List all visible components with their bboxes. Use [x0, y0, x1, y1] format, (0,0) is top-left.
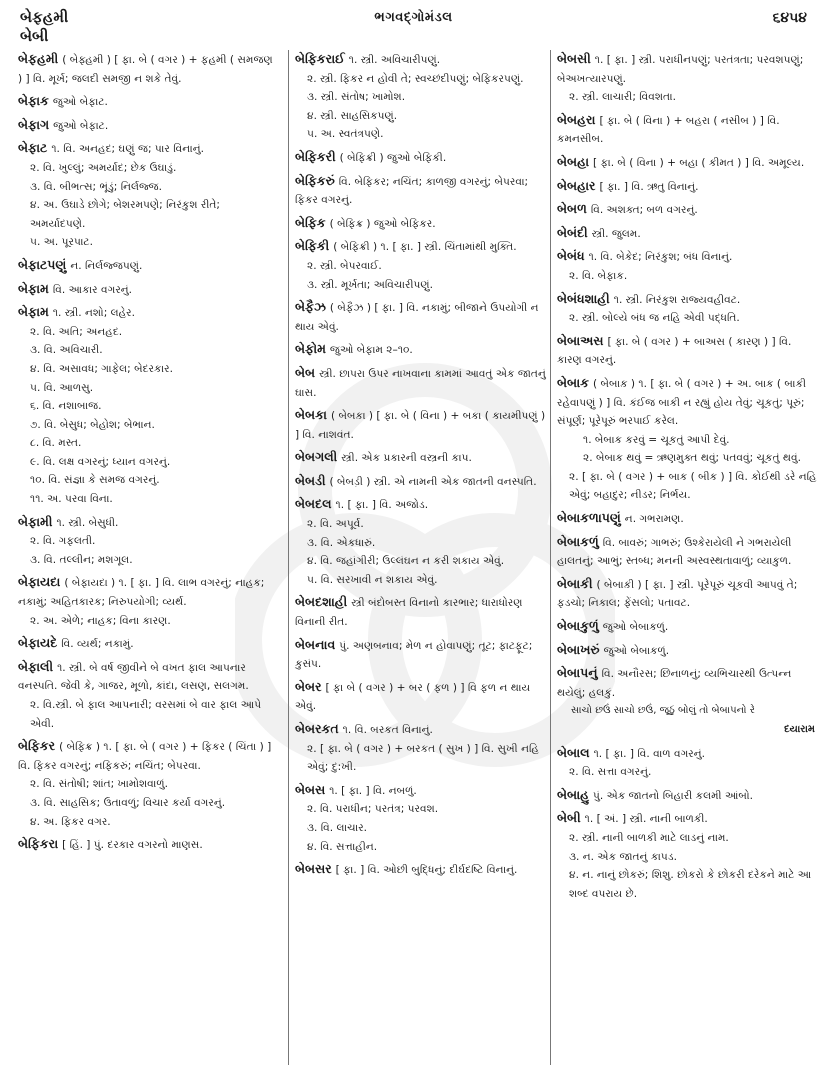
sub-sense: ૭. વિ. બેસુધ; બેહોશ; બેભાન. — [30, 418, 155, 431]
entry-main-line — [18, 116, 276, 136]
definition: પું. એક જાતનો બિહારી કલમી આંબો. — [593, 789, 753, 802]
definition: પું. અણબનાવ; મેળ ન હોવાપણું; તૂટ; ફાટફૂટ; કુસંપ. — [295, 639, 533, 671]
definition: ( બેબાક઼ ) ૧. [ ફા. બે ( વગર ) + અ. બાક ( બાકી રહેવાપણું ) ] વિ. કંઈજ બાકી ન રહ્યું હોય તેવું; ચૂકતું; પૂરું; સંપૂર્ણ; પૂરેપૂરું ભરપાઈ કરેલ. — [557, 377, 807, 428]
definition: ( બેફિક્રી ) ૧. [ ફા. ] સ્ત્રી. ચિંતામાંથી મુક્તિ. — [333, 241, 517, 254]
sub-sense: ૪. સ્ત્રી. સાહસિકપણું. — [307, 109, 398, 122]
entry-main-line — [557, 177, 819, 197]
definition: ૧. સ્ત્રી. અવિચારીપણું. — [348, 54, 441, 66]
sub-sense: ૩. વિ. બીભત્સ; ભૂંડું; નિર્લજ્જ. — [30, 180, 162, 193]
dictionary-entry — [557, 177, 819, 197]
definition: સ્ત્રી. છાપરા ઉપર નાખવાના કામમાં આવતું એક જાતનું ઘાસ. — [295, 367, 546, 399]
definition: ૧. [ ફા. ] સ્ત્રી. પરાધીનપણું; પરતંત્રતા; પરવશપણું; બેઅખત્યારપણું. — [557, 54, 804, 85]
headword: બેફાગ — [18, 116, 50, 132]
dictionary-entry — [557, 641, 819, 661]
idiom-phrase: ૧. બેબાક કરવું = ચૂકતું આપી દેવું. — [583, 433, 730, 446]
entry-main-line — [557, 290, 819, 310]
entry-main-line — [557, 533, 819, 571]
definition: ન. ગભરામણ. — [624, 513, 684, 526]
dictionary-entry — [18, 658, 276, 733]
headword: બેફિકી — [295, 238, 330, 254]
entry-main-line — [295, 636, 550, 674]
headword: બેબદશાહી — [295, 594, 348, 610]
dictionary-entry — [557, 664, 819, 739]
sub-sense: ૬. વિ. નશાબાજ. — [30, 400, 102, 413]
definition: જુઓ બેફાટ. — [52, 96, 108, 109]
entry-main-line — [295, 472, 550, 492]
dictionary-entry — [557, 575, 819, 613]
sub-sense: ૩. ન. એક જાતનું કાપડ. — [569, 850, 677, 863]
definition: ૧. સ્ત્રી. નિરંકુશ રાજ્યવહીવટ. — [613, 293, 741, 306]
definition: જુઓ બેબાકળું. — [602, 621, 669, 634]
dictionary-entry — [18, 92, 276, 112]
idiom-phrase: ૨. બેબાક થવું = ઋણમુક્ત થવું; પતવવું; ચૂકતું થવું. — [583, 452, 801, 465]
dictionary-entry — [18, 513, 276, 570]
entry-main-line — [557, 641, 819, 661]
headword: બેફૈઝ — [295, 299, 326, 315]
dictionary-entry — [557, 617, 819, 637]
dictionary-entry — [557, 224, 819, 244]
definition: ( બેફિક્ર ) ૧. [ ફા. બે ( વગર ) + ફિકર ( ચિંતા ) ] વિ. ફિકર વગરનું; નફિકરું; નચિંત; બેપરવા. — [18, 741, 272, 772]
entry-main-line — [18, 513, 276, 533]
entry-main-line — [557, 744, 819, 764]
sub-sense: ૨. સ્ત્રી. લાચારી; વિવશતા. — [569, 91, 677, 104]
sub-sense: ૪. અ. ઉઘાડે છોગે; બેશરમપણે; નિરંકુશ રીતે; અમર્યાદપણે. — [30, 199, 220, 230]
entry-main-line — [557, 247, 819, 267]
entry-main-line — [295, 148, 550, 168]
definition: ૧. [ ફા. ] વિ. અજોડ. — [335, 499, 429, 512]
dictionary-entry — [18, 634, 276, 654]
headword: બેબસી — [557, 51, 591, 66]
headword: બેબાખરું — [557, 641, 600, 657]
entry-main-line — [18, 50, 276, 88]
entry-main-line — [557, 575, 819, 613]
headword: બેબડી — [295, 472, 326, 488]
definition: વિ. બાવરું; ગાભરું; ઉશ્કેરાયેલી ને ગભરાયેલી હાલતનું; આભું; સ્તબ્ધ; મનની અસ્વસ્થતાવાળું; વ્યાકુળ. — [557, 536, 792, 568]
dictionary-entry — [557, 744, 819, 782]
headword: બેફિકરા — [18, 836, 59, 852]
sub-sense: ૨. સ્ત્રી. નાની બાળકી માટે લાડનું નામ. — [569, 831, 729, 844]
dictionary-entry — [295, 237, 550, 294]
sub-sense: ૨. વિ. સંતોષી; શાંત; ખામોશવાળું. — [30, 778, 168, 791]
dictionary-entry — [295, 214, 550, 234]
headword: બેબર — [295, 678, 322, 694]
entry-main-line — [295, 214, 550, 234]
headword: બેબ — [295, 364, 316, 380]
dictionary-entry — [295, 593, 550, 631]
headword: બેબહરા — [557, 111, 596, 127]
entry-main-line — [18, 139, 276, 159]
headword: બેફામી — [18, 513, 53, 529]
dictionary-entry — [295, 50, 550, 144]
sub-sense: ૨. વિ. અપૂર્વ. — [307, 518, 364, 531]
sub-sense: ૪. વિ. સત્તાહીન. — [307, 840, 378, 853]
dictionary-entry — [557, 153, 819, 173]
entry-main-line — [557, 374, 819, 431]
sub-sense: ૨. વિ. ગફલતી. — [30, 535, 96, 548]
dictionary-entry — [557, 509, 819, 529]
entry-main-line — [295, 860, 550, 880]
definition: ( બેબડ઼ી ) સ્ત્રી. એ નામની એક જાતની વનસ્પતિ. — [329, 475, 537, 488]
dictionary-entry — [295, 678, 550, 716]
headword: બેફામ — [18, 280, 49, 296]
headword: બેફહમી — [18, 51, 59, 66]
entry-main-line — [18, 573, 276, 611]
definition: [ ફા. ] વિ. ઋતુ વિનાનું. — [599, 180, 699, 193]
page-header — [20, 8, 807, 50]
headword: બેબાકળાપણું — [557, 510, 621, 526]
definition: [ ફા બે ( વગર ) + બર ( ફળ ) ] વિ ફળ ન થાય એવું. — [295, 681, 531, 713]
entry-main-line — [295, 495, 550, 515]
headword: બેફાટપણું — [18, 256, 67, 272]
quotation: સાચો છઉં સાચો છઉં, જૂઠું બોલું તો બેબાપનો રે — [571, 705, 755, 717]
definition: ૧. [ અં. ] સ્ત્રી. નાની બાળકી. — [584, 813, 708, 826]
sub-sense: ૨. સ્ત્રી. બોલ્યે બંધ જ નહિ એવી પદ્ધતિ. — [569, 312, 740, 325]
definition: ૧. વિ. બરકત વિનાનું. — [342, 724, 433, 736]
headword: બેફાયદા — [18, 574, 61, 590]
definition: વિ. અશક્ત; બળ વગરનું. — [590, 204, 698, 217]
dictionary-columns — [18, 50, 815, 1065]
headword: બેબાકળું — [557, 533, 599, 549]
headword: બેબંધશાહી — [557, 290, 610, 306]
dictionary-entry — [557, 374, 819, 505]
entry-main-line — [557, 111, 819, 149]
definition: [ ફા. બે ( વગર ) + બાઅસ ( કારણ ) ] વિ. કારણ વગરનું. — [557, 335, 792, 367]
headword: બેફોમ — [295, 341, 326, 357]
headword: બેબસર — [295, 861, 332, 877]
headword: બેબંદી — [557, 224, 588, 240]
dictionary-entry — [295, 340, 550, 360]
sub-sense: ૧૧. અ. પરવા વિના. — [30, 493, 113, 506]
headword: બેબળ — [557, 201, 587, 217]
column-1 — [18, 50, 276, 1065]
headword: બેબગલી — [295, 449, 338, 465]
definition: ન. નિર્લજ્જપણું. — [70, 259, 143, 272]
entry-main-line — [557, 153, 819, 173]
page-title: ભગવદ્ગોમંડલ — [374, 10, 453, 25]
headword: બેફામ — [18, 304, 49, 320]
dictionary-entry — [557, 111, 819, 149]
headword: બેબનાવ — [295, 636, 336, 652]
sub-sense: ૨. વિ.સ્ત્રી. બે ફાલ આપનારી; વરસમાં બે વાર ફાલ આપે એવી. — [30, 699, 262, 730]
dictionary-entry — [295, 148, 550, 168]
definition: ૧. સ્ત્રી. બે વર્ષ જીવીને બે વખત ફાલ આપનાર વનસ્પતિ. જેવી કે, ગાજર, મૂળો, કાંદા, લસણ, સલગમ. — [18, 661, 249, 693]
definition: ( બેફ્હમી ) [ ફા. બે ( વગર ) + ફહમી ( સમજણ ) ] વિ. મૂર્ખ; જલદી સમજી ન શકે તેવું. — [18, 54, 273, 85]
sub-sense: ૨. [ ફા. બે ( વગર ) + બાક ( બીક ) ] વિ. કોઈથી ડરે નહિ એવું; બહાદુર; નીડર; નિર્ભય. — [569, 470, 817, 502]
entry-main-line — [295, 340, 550, 360]
sub-sense: ૫. વિ. આળસુ. — [30, 381, 94, 394]
headword: બેબરકત — [295, 721, 339, 736]
sub-sense: ૨. સ્ત્રી. બેપરવાઈ. — [307, 259, 382, 272]
dictionary-entry — [18, 280, 276, 300]
dictionary-entry — [295, 781, 550, 856]
dictionary-entry — [295, 495, 550, 589]
sub-sense: ૧૦. વિ. સંજ્ઞા કે સમજ વગરનું. — [30, 474, 160, 487]
entry-main-line — [295, 50, 550, 70]
sub-sense: ૨. વિ. સત્તા વગરનું. — [569, 766, 652, 779]
entry-main-line — [295, 720, 550, 740]
dictionary-entry — [295, 406, 550, 444]
definition: ૧. [ ફા. ] વિ. વાળ વગરનું. — [593, 747, 706, 760]
column-2 — [288, 50, 550, 1065]
definition: ( બેફૈઝ ) [ ફા. ] વિ. નકામું; બીજાને ઉપયોગી ન થાય એવું. — [295, 302, 539, 333]
headword: બેબાલ — [557, 744, 590, 760]
entry-main-line — [557, 617, 819, 637]
headword: બેફિકર — [18, 738, 56, 754]
entry-main-line — [18, 634, 276, 654]
definition: ૧. વિ. અનહદ; ઘણું જ; પાર વિનાનું. — [51, 143, 204, 156]
definition: વિ. વ્યર્થ; નકામું. — [61, 638, 134, 651]
dictionary-entry — [18, 835, 276, 855]
dictionary-entry — [557, 290, 819, 328]
dictionary-entry — [557, 50, 819, 107]
sub-sense: ૨. વિ. ખુલ્લું; અમર્યાદ; છેક ઉઘાડું. — [30, 161, 177, 174]
headword: બેફિક — [295, 214, 326, 230]
entry-main-line — [557, 664, 819, 702]
definition: ( બેફિક્ર ) જુઓ બેફિકર. — [329, 217, 436, 230]
dictionary-entry — [295, 172, 550, 210]
definition: [ હિં. ] પું. દરકાર વગરનો માણસ. — [62, 839, 203, 852]
dictionary-entry — [557, 332, 819, 370]
sub-sense: ૨. વિ. અતિ; અનહદ. — [30, 325, 123, 338]
headword: બેબકા — [295, 407, 327, 423]
sub-sense: ૩. સ્ત્રી. સંતોષ; ખામોશ. — [307, 91, 406, 104]
dictionary-entry — [295, 860, 550, 880]
definition: વિ. બેફિકર; નચિંત; કાળજી વગરનું; બેપરવા; ફિકર વગરનું. — [295, 175, 529, 207]
dictionary-entry — [557, 809, 819, 903]
entry-main-line — [18, 280, 276, 300]
headword: બેબાકી — [557, 575, 593, 591]
dictionary-entry — [18, 50, 276, 88]
definition: સ્ત્રી બંદોબસ્ત વિનાનો કારભાર; ધારાધોરણ વિનાની રીત. — [295, 597, 523, 629]
sub-sense: ૪. વિ. જહાંગીરી; ઉલ્લંઘન ન કરી શકાય એવું. — [307, 555, 505, 568]
definition: જુઓ બેબાકળું. — [603, 644, 670, 657]
sub-sense: ૯. વિ. લક્ષ વગરનું; ધ્યાન વગરનું. — [30, 455, 171, 468]
quotation-attribution: દયારામ — [784, 724, 815, 735]
headword: બેફિકરાઈ — [295, 51, 345, 66]
column-3 — [550, 50, 819, 1065]
entry-main-line — [557, 50, 819, 88]
dictionary-entry — [295, 448, 550, 468]
headword: બેફાટ — [18, 140, 48, 156]
dictionary-entry — [557, 200, 819, 220]
entry-main-line — [295, 781, 550, 801]
headword: બેફાયદે — [18, 635, 58, 651]
sub-sense: ૨. [ ફા. બે ( વગર ) + બરકત ( સુખ ) ] વિ. સુખી નહિ એવું; દુ:ખી. — [307, 742, 539, 774]
entry-main-line — [18, 737, 276, 775]
headword: બેબાહુ — [557, 786, 590, 802]
headword: બેફાક — [18, 93, 49, 109]
definition: ૧. [ ફા. ] વિ. નબળું. — [329, 784, 417, 797]
sub-sense: ૨. વિ. પરાધીન; પરતંત્ર; પરવશ. — [307, 803, 439, 816]
sub-sense: ૩. વિ. એકધારું. — [307, 536, 376, 549]
sub-sense: ૪. અ. ફિકર વગર. — [30, 815, 111, 828]
dictionary-entry — [18, 303, 276, 509]
headword: બેબંધ — [557, 248, 585, 264]
sub-sense: ૫. વિ. સરખાવી ન શકાય એવું. — [307, 573, 438, 586]
entry-main-line — [295, 448, 550, 468]
definition: જુઓ બેફાટ. — [53, 119, 109, 132]
entry-main-line — [295, 237, 550, 257]
dictionary-entry — [557, 247, 819, 285]
definition: વિ. આકાર વગરનું. — [52, 283, 133, 296]
sub-sense: ૩. વિ. લાચાર. — [307, 821, 368, 834]
dictionary-entry — [18, 116, 276, 136]
sub-sense: ૨. વિ. બેફાક. — [569, 269, 628, 282]
headword: બેબહા — [557, 153, 590, 169]
entry-main-line — [557, 809, 819, 829]
definition: ( બેબક઼ા ) [ ફા. બે ( વિના ) + બકા ( કાયમીપણું ) ] વિ. નાશવંત. — [295, 410, 546, 441]
definition: ( બેફાયદા ) ૧. [ ફા. ] વિ. લાભ વગરનું; નાહક; નકામું; અહિતકારક; નિરુપયોગી; વ્યર્થ. — [18, 577, 265, 609]
sub-sense: ૩. વિ. અવિચારી. — [30, 344, 103, 357]
dictionary-entry — [18, 573, 276, 630]
definition: [ ફા. ] વિ. ઓછી બુદ્ધિનું; દીર્ઘદષ્ટિ વિનાનું. — [335, 864, 518, 877]
guide-word-first: બેફહમી — [20, 8, 69, 26]
definition: ૧. સ્ત્રી. નશો; લહેર. — [52, 307, 136, 320]
headword: બેબદલ — [295, 496, 332, 512]
sub-sense: ૨. અ. એળે; નાહક; વિના કારણ. — [30, 614, 171, 627]
sub-sense: ૨. સ્ત્રી. ફિકર ન હોવી તે; સ્વચ્છંદીપણું; બેફિકરપણું. — [307, 72, 524, 85]
sub-sense: ૮. વિ. મસ્ત. — [30, 437, 82, 450]
headword: બેબાઅસ — [557, 332, 604, 348]
definition: વિ. અનૌરસ; છિનાળનું; વ્યભિચારથી ઉત્પન્ન થયેલું; હલકું. — [557, 668, 792, 699]
headword: બેબહાર — [557, 177, 596, 193]
entry-main-line — [18, 256, 276, 276]
dictionary-entry — [557, 533, 819, 571]
definition: સ્ત્રી. એક પ્રકારની વસ્ત્રની કાપ. — [341, 452, 472, 465]
headword: બેબાકુળું — [557, 618, 599, 634]
dictionary-entry — [18, 256, 276, 276]
entry-main-line — [18, 835, 276, 855]
entry-main-line — [557, 786, 819, 806]
sub-sense: ૩. સ્ત્રી. મૂર્ખતા; અવિચારીપણું. — [307, 278, 433, 291]
dictionary-entry — [18, 737, 276, 831]
entry-main-line — [295, 172, 550, 210]
sub-sense: ૫. અ. પૂરપાટ. — [30, 236, 93, 249]
entry-main-line — [18, 303, 276, 323]
definition: ( બેફિક્રી ) જુઓ બેફિકી. — [339, 151, 447, 164]
entry-main-line — [295, 593, 550, 631]
entry-main-line — [295, 678, 550, 716]
headword: બેબસ — [295, 781, 326, 797]
entry-main-line — [295, 298, 550, 336]
dictionary-entry — [295, 720, 550, 777]
sub-sense: ૫. અ. સ્વતંત્રપણે. — [307, 128, 384, 141]
entry-main-line — [557, 509, 819, 529]
definition: [ ફા. બે ( વિના ) + બહરા ( નસીબ ) ] વિ. કમનસીબ. — [557, 114, 780, 146]
dictionary-entry — [295, 636, 550, 674]
headword: બેફાલી — [18, 658, 54, 674]
definition: ૧. સ્ત્રી. બેસુધી. — [56, 516, 119, 529]
dictionary-entry — [557, 786, 819, 806]
dictionary-entry — [18, 139, 276, 252]
headword: બેફિકરું — [295, 172, 335, 188]
page-number: ૬૪૫૪ — [772, 10, 807, 26]
definition: સ્ત્રી. જુલમ. — [591, 227, 641, 240]
sub-sense: ૩. વિ. તલ્લીન; મશગૂલ. — [30, 553, 133, 566]
definition: [ ફા. બે ( વિના ) + બહા ( કીમત ) ] વિ. અમૂલ્ય. — [593, 156, 805, 169]
entry-main-line — [557, 332, 819, 370]
headword: બેબાપનું — [557, 665, 598, 681]
dictionary-entry — [295, 472, 550, 492]
entry-main-line — [18, 658, 276, 696]
sub-sense: ૪. વિ. અસાવધ; ગાફેલ; બેદરકાર. — [30, 362, 173, 375]
dictionary-entry — [295, 364, 550, 402]
entry-main-line — [557, 224, 819, 244]
headword: બેફિકરી — [295, 148, 336, 164]
headword: બેબાક — [557, 374, 589, 390]
entry-main-line — [295, 406, 550, 444]
sub-sense: ૪. ન. નાનું છોકરું; શિશુ. છોકરો કે છોકરી દરેકને માટે આ શબ્દ વપરાય છે. — [569, 869, 812, 900]
entry-main-line — [18, 92, 276, 112]
definition: ૧. વિ. બેકેદ; નિરંકુશ; બંધ વિનાનું. — [588, 251, 733, 264]
entry-main-line — [557, 200, 819, 220]
dictionary-entry — [295, 298, 550, 336]
headword: બેબી — [557, 810, 581, 826]
sub-sense: ૩. વિ. સાહસિક; ઉતાવળું; વિચાર કર્યા વગરનું. — [30, 796, 226, 809]
definition: જુઓ બેફામ ૨–૧૦. — [329, 344, 413, 357]
guide-word-last: બેબી — [20, 27, 49, 45]
entry-main-line — [295, 364, 550, 402]
definition: ( બેબાક઼ી ) [ ફા. ] સ્ત્રી. પૂરેપૂરું ચૂકવી આપવું તે; ફડચો; નિકાલ; ફેંસલો; પતાવટ. — [557, 578, 798, 610]
